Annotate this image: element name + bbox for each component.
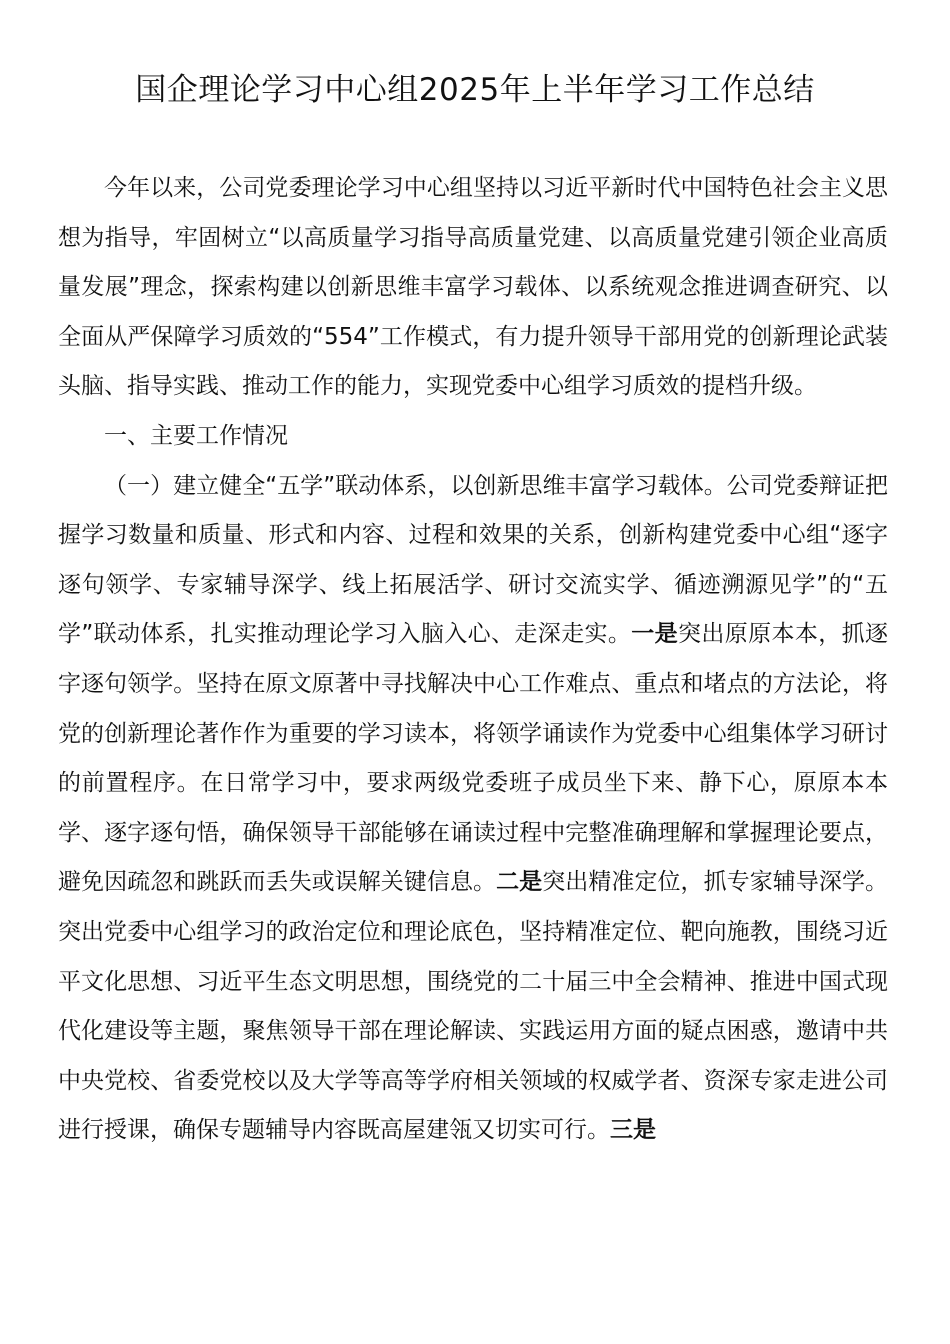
bold-marker-3: 三是: [610, 1117, 656, 1144]
section-heading: 一、主要工作情况: [104, 422, 288, 449]
intro-paragraph: 今年以来，公司党委理论学习中心组坚持以习近平新时代中国特色社会主义思想为指导，牢固树立“以高质量学习指导高质量党建、以高质量党建引领企业高质量发展”理念，探索构建以创新思维丰富学习载体、以系统观念推进调查研究、以全面从严保障学习质效的“554”工作模式，有力提升领导干部用党的创新理论武装头脑、指导实践、推动工作的能力，实现党委中心组学习质效的提档升级。: [58, 175, 888, 400]
subsection-paragraph: [58, 462, 888, 1156]
subsection-text-c: 突出精准定位，抓专家辅导深学。突出党委中心组学习的政治定位和理论底色，坚持精准定位、靶向施教，围绕习近平文化思想、习近平生态文明思想，围绕党的二十届三中全会精神、推进中国式现代化建设等主题，聚焦领导干部在理论解读、实践运用方面的疑点困惑，邀请中共中央党校、省委党校以及大学等高等学府相关领域的权威学者、资深专家走进公司进行授课，确保专题辅导内容既高屋建瓴又切实可行。: [58, 869, 889, 1144]
subsection-text-b: 突出原原本本，抓逐字逐句领学。坚持在原文原著中寻找解决中心工作难点、重点和堵点的方法论，将党的创新理论著作作为重要的学习读本，将领学诵读作为党委中心组集体学习研讨的前置程序。在日常学习中，要求两级党委班子成员坐下来、静下心，原原本本学、逐字逐句悟，确保领导干部能够在诵读过程中完整准确理解和掌握理论要点，避免因疏忽和跳跃而丢失或误解关键信息。: [58, 621, 889, 896]
bold-marker-1: 一是: [631, 621, 679, 648]
document-title: 国企理论学习中心组2025年上半年学习工作总结: [135, 72, 815, 108]
bold-marker-2: 二是: [496, 869, 543, 896]
subsection-text-a: （一）建立健全“五学”联动体系，以创新思维丰富学习载体。公司党委辩证把握学习数量和质量、形式和内容、过程和效果的关系，创新构建党委中心组“逐字逐句领学、专家辅导深学、线上拓展活学、研讨交流实学、循迹溯源见学”的“五学”联动体系，扎实推动理论学习入脑入心、走深走实。: [58, 472, 888, 648]
document-body: [58, 164, 888, 1156]
